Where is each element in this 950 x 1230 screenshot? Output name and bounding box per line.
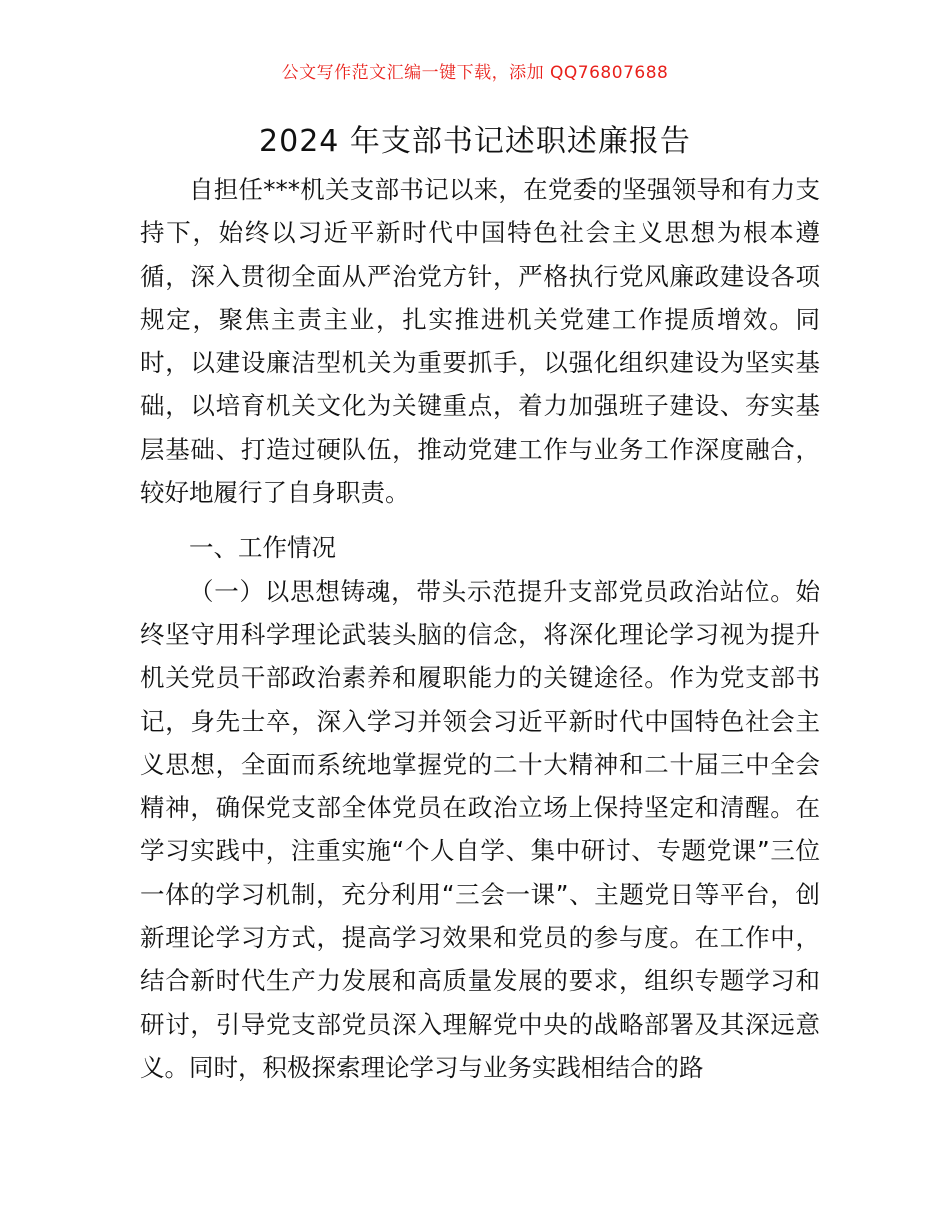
document-body bbox=[140, 168, 820, 1089]
section-heading-work-status: 一、工作情况 bbox=[189, 533, 336, 563]
download-promo-header: 公文写作范文汇编一键下载，添加 QQ76807688 bbox=[281, 63, 669, 83]
document-title: 2024 年支部书记述职述廉报告 bbox=[259, 124, 691, 159]
intro-paragraph: 自担任***机关支部书记以来，在党委的坚强领导和有力支持下，始终以习近平新时代中国特色社会主义思想为根本遵循，深入贯彻全面从严治党方针，严格执行党风廉政建设各项规定，聚焦主责主业，扎实推进机关党建工作提质增效。同时，以建设廉洁型机关为重要抓手，以强化组织建设为坚实基础，以培育机关文化为关键重点，着力加强班子建设、夯实基层基础、打造过硬队伍，推动党建工作与业务工作深度融合，较好地履行了自身职责。 bbox=[140, 175, 820, 508]
section1-paragraph-1: （一）以思想铸魂，带头示范提升支部党员政治站位。始终坚守用科学理论武装头脑的信念，将深化理论学习视为提升机关党员干部政治素养和履职能力的关键途径。作为党支部书记，身先士卒，深入学习并领会习近平新时代中国特色社会主义思想，全面而系统地掌握党的二十大精神和二十届三中全会精神，确保党支部全体党员在政治立场上保持坚定和清醒。在学习实践中，注重实施“个人自学、集中研讨、专题党课”三位一体的学习机制，充分利用“三会一课”、主题党日等平台，创新理论学习方式，提高学习效果和党员的参与度。在工作中，结合新时代生产力发展和高质量发展的要求，组织专题学习和研讨，引导党支部党员深入理解党中央的战略部署及其深远意义。同时，积极探索理论学习与业务实践相结合的路 bbox=[140, 576, 820, 1082]
